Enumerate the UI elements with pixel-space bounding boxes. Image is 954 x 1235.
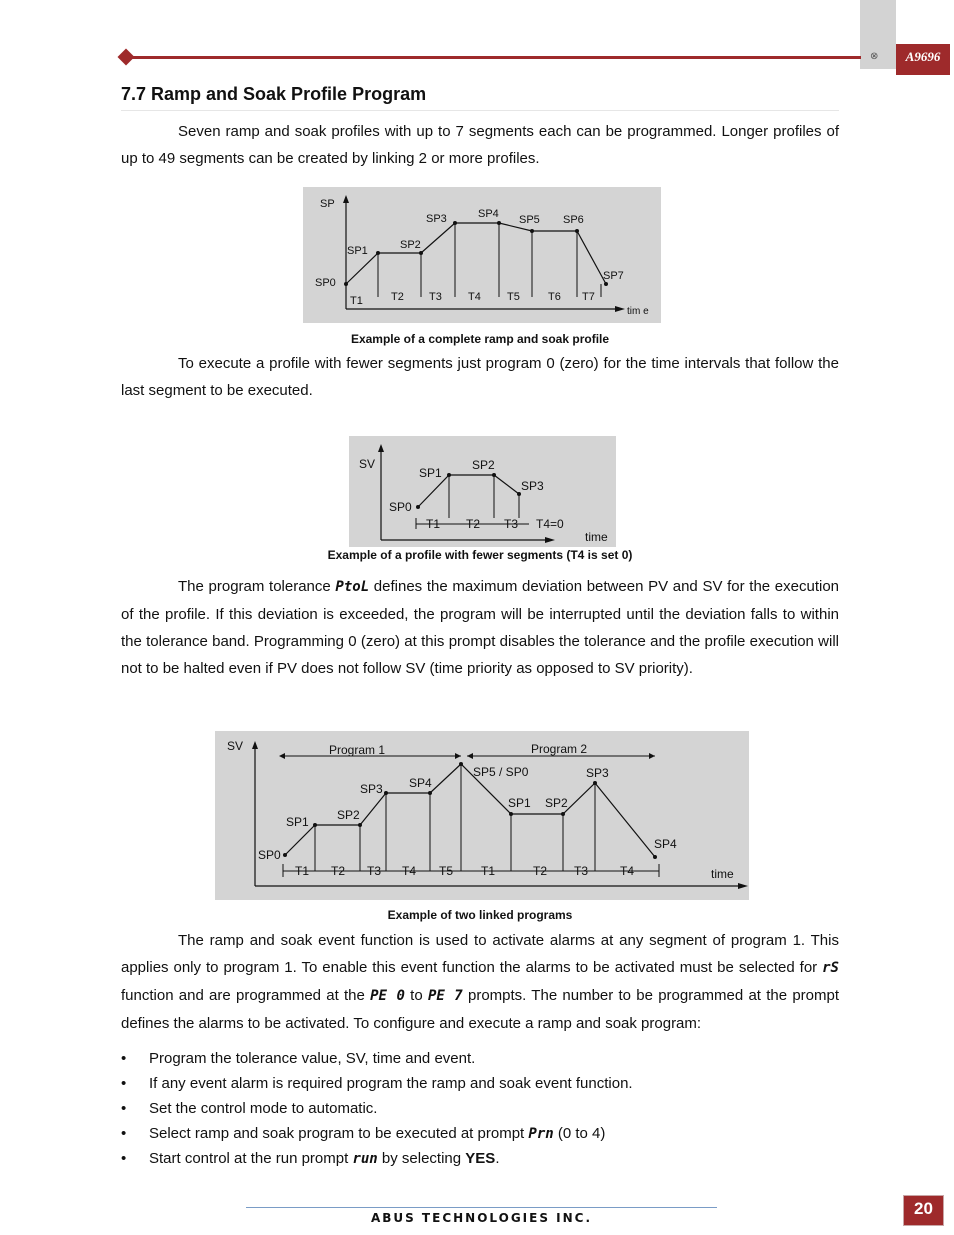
footer-company: ABUS TECHNOLOGIES INC. — [370, 1211, 593, 1225]
fig1-sp7: SP7 — [603, 270, 624, 282]
bullet-text-mid: by selecting — [381, 1150, 462, 1167]
fig1-sp0: SP0 — [315, 277, 336, 289]
bullet-text: Set the control mode to automatic. — [149, 1100, 378, 1117]
fig2-y-label: SV — [359, 457, 376, 471]
fig1-t3: T3 — [429, 291, 442, 303]
fig1-sp2: SP2 — [400, 239, 421, 251]
fig3-p2t3: T3 — [574, 864, 589, 878]
fig3-p2sp2: SP2 — [545, 796, 568, 810]
list-item: • If any event alarm is required program the ramp and soak event function. — [121, 1075, 633, 1092]
fig2-x-label: time — [585, 530, 608, 544]
page-number: 20 — [914, 1199, 933, 1218]
prn-prompt: Prn — [528, 1126, 554, 1142]
fig1-t7: T7 — [582, 291, 595, 303]
fig3-program1: Program 1 — [329, 743, 386, 757]
fig1-t2: T2 — [391, 291, 404, 303]
fig3-sp3: SP3 — [360, 782, 383, 796]
fig1-sp4: SP4 — [478, 208, 499, 220]
fig2-sp1: SP1 — [419, 466, 442, 480]
rs-prompt: rS — [822, 960, 839, 976]
fig3-x-label: time — [711, 867, 734, 881]
header-diamond — [118, 49, 135, 66]
doc-code: A9696 — [905, 49, 941, 64]
fig3-p2t2: T2 — [533, 864, 548, 878]
bullet-text: Program the tolerance value, SV, time and event. — [149, 1050, 476, 1067]
fig2-t1: T1 — [426, 517, 441, 531]
fig1-t4: T4 — [468, 291, 481, 303]
list-item: • Set the control mode to automatic. — [121, 1100, 378, 1117]
fig1-t6: T6 — [548, 291, 561, 303]
fig2-sp0: SP0 — [389, 500, 412, 514]
figure-complete-profile — [303, 187, 661, 323]
fig1-sp5: SP5 — [519, 214, 540, 226]
tolerance-text-after: defines the maximum deviation between PV and SV for the execution of the profile. If this deviation is exceeded, the program will be interrupted until the deviation falls to within the tolerance band. Programming 0 (zero) at this prompt disables the tolerance and the profile execution will not to be halted even if PV does not follow SV (time priority as opposed to SV priority). — [121, 578, 839, 677]
fig1-y-label: SP — [320, 198, 335, 210]
bullet-text: If any event alarm is required program the ramp and soak event function. — [149, 1075, 633, 1092]
fig3-y-label: SV — [227, 739, 244, 753]
fig3-sp2: SP2 — [337, 808, 360, 822]
fig2-t2: T2 — [466, 517, 481, 531]
fig1-sp1: SP1 — [347, 245, 368, 257]
fig3-sp4: SP4 — [409, 776, 432, 790]
list-item: • Start control at the run prompt run by selecting YES. — [121, 1150, 500, 1167]
fig3-p2sp3: SP3 — [586, 766, 609, 780]
tolerance-paragraph — [121, 573, 839, 682]
fig3-sp5sp0: SP5 / SP0 — [473, 765, 529, 779]
fig3-sp1: SP1 — [286, 815, 309, 829]
figure3-caption: Example of two linked programs — [387, 908, 573, 922]
fig1-sp3: SP3 — [426, 213, 447, 225]
bullet-text-suffix: (0 to 4) — [557, 1125, 606, 1142]
header-rule — [126, 56, 861, 59]
figure-linked-programs — [215, 731, 749, 900]
intro-paragraph: Seven ramp and soak profiles with up to 7 segments each can be programmed. Longer profiles of up to 49 segments can be created by linking 2 or more profiles. — [121, 123, 839, 167]
fig3-p2sp1: SP1 — [508, 796, 531, 810]
bullet-text: Select ramp and soak program to be executed at prompt — [149, 1125, 525, 1142]
fig1-x-label: tim e — [627, 306, 649, 317]
fig1-t1: T1 — [350, 295, 363, 307]
ptol-prompt: PtoL — [335, 579, 370, 595]
fig1-sp6: SP6 — [563, 214, 584, 226]
fewer-segments-paragraph: To execute a profile with fewer segments just program 0 (zero) for the time intervals that follow the last segment to be executed. — [121, 355, 839, 399]
steps-list — [121, 1046, 841, 1171]
fig3-p2t4: T4 — [620, 864, 635, 878]
event-paragraph — [121, 927, 839, 1037]
figure-fewer-segments — [349, 436, 616, 547]
event-text-3: to — [410, 987, 423, 1004]
header-tab-mark: ⊗ — [870, 51, 879, 62]
tolerance-text-before: The program tolerance — [178, 578, 331, 595]
pe0-prompt: PE 0 — [370, 988, 405, 1004]
title-underline — [121, 110, 839, 111]
fig3-program2: Program 2 — [531, 742, 588, 756]
fig3-t4: T4 — [402, 864, 417, 878]
event-text-2: function and are programmed at the — [121, 987, 365, 1004]
fig3-t2: T2 — [331, 864, 346, 878]
event-text-1: The ramp and soak event function is used to activate alarms at any segment of program 1. This applies only to program 1. To enable this event function the alarms to be activated must be selected for — [121, 932, 839, 976]
fig2-t3: T3 — [504, 517, 519, 531]
yes-keyword: YES — [465, 1150, 496, 1167]
list-item: • Program the tolerance value, SV, time and event. — [121, 1050, 476, 1067]
footer-rule — [246, 1207, 717, 1208]
fig1-t5: T5 — [507, 291, 520, 303]
bullet-text: Start control at the run prompt — [149, 1150, 349, 1167]
figure1-caption: Example of a complete ramp and soak profile — [350, 332, 610, 346]
fig3-t5: T5 — [439, 864, 454, 878]
fig2-t4: T4=0 — [536, 517, 564, 531]
figure2-caption: Example of a profile with fewer segments (T4 is set 0) — [327, 548, 633, 562]
event-text-4: prompts. The number to be programmed at the prompt defines the alarms to be activated. To configure and execute a ramp and soak program: — [121, 987, 840, 1032]
section-title: 7.7 Ramp and Soak Profile Program — [121, 84, 427, 104]
pe7-prompt: PE 7 — [427, 988, 463, 1004]
fig3-t1: T1 — [295, 864, 310, 878]
list-item: • Select ramp and soak program to be executed at prompt Prn (0 to 4) — [121, 1125, 606, 1142]
fig2-sp3: SP3 — [521, 479, 544, 493]
bullet-text-end: . — [495, 1150, 500, 1167]
run-prompt: run — [352, 1151, 378, 1167]
fig3-sp0: SP0 — [258, 848, 281, 862]
fig3-p2t1: T1 — [481, 864, 496, 878]
fig3-p2sp4: SP4 — [654, 837, 677, 851]
fig3-t3: T3 — [367, 864, 382, 878]
fig2-sp2: SP2 — [472, 458, 495, 472]
